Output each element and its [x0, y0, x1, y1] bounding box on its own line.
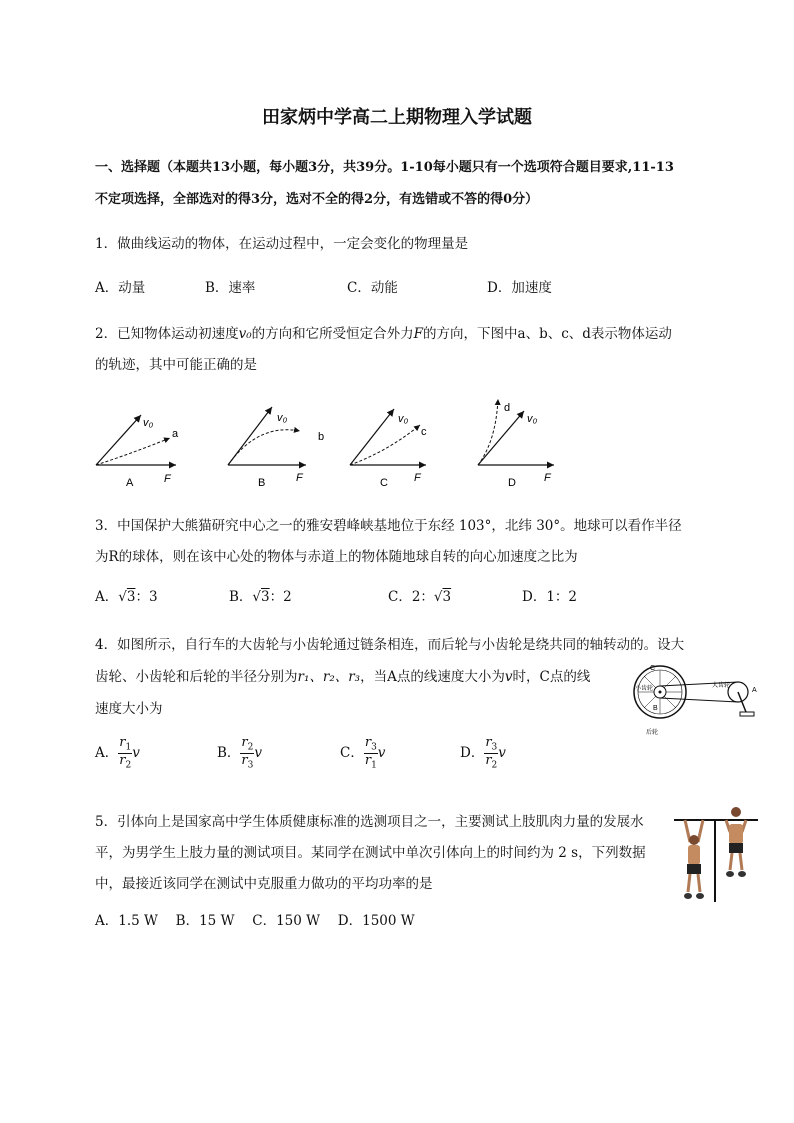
q4-v: v	[504, 669, 513, 685]
fraction: $\frac{r_1}{r_2}$	[119, 735, 132, 771]
q1-option-c: C．动能	[347, 280, 398, 296]
page-title: 田家炳中学高二上期物理入学试题	[262, 107, 532, 128]
chain-bottom	[660, 698, 738, 702]
v-symbol: v	[132, 745, 140, 762]
section-heading-line2: 不定项选择，全部选对的得3分，选对不全的得2分，有选错或不答的得0分）	[95, 192, 539, 207]
q1-option-a: A．动量	[95, 280, 146, 296]
q1-option-b: B．速率	[205, 280, 256, 296]
pull-up-figure	[672, 802, 762, 904]
path-label: c	[421, 426, 427, 438]
sqrt: √3	[118, 589, 136, 605]
q2-figure-c	[350, 409, 427, 489]
fraction: $\frac{r_3}{r_1}$	[364, 735, 377, 771]
big-gear-label: 大齿轮	[712, 683, 731, 689]
opt-prefix: B．	[229, 589, 253, 605]
q4-option-b	[217, 736, 262, 771]
F-label: F	[296, 472, 303, 484]
figure-label: B	[258, 477, 266, 489]
trajectory	[228, 430, 300, 465]
radicand: 3	[126, 589, 136, 605]
q4-text: 齿轮、小齿轮和后轮的半径分别为	[95, 669, 298, 685]
trajectory	[478, 399, 498, 465]
v-symbol: v	[377, 745, 386, 762]
q4-option-c	[340, 736, 385, 771]
section-heading-line1: 一、选择题（本题共13小题，每小题3分，共39分。1-10每小题只有一个选项符合题目要求,11-13	[95, 160, 674, 175]
v0-label: v₀	[398, 413, 409, 425]
q5-options: A．1.5 W B．15 W C．150 W D．1500 W	[95, 913, 415, 929]
point-a-label: A	[752, 687, 757, 694]
q2-figure	[88, 393, 568, 493]
v0-label: v₀	[527, 413, 538, 425]
figure-label: A	[126, 477, 134, 489]
q2-v0: v₀	[238, 326, 252, 342]
denominator-index: 1	[371, 760, 377, 771]
trajectory	[350, 425, 420, 465]
pulled-up-person	[726, 807, 746, 877]
q4-radii: r₁、r₂、r₃	[297, 669, 361, 685]
q2-figure-d	[478, 399, 554, 489]
opt-prefix: A．	[95, 745, 119, 762]
radicand: 3	[442, 589, 452, 605]
q3-option-d: D．1：2	[522, 589, 578, 605]
q4-stem-line1: 4．如图所示，自行车的大齿轮与小齿轮通过链条相连，而后轮与小齿轮是绕共同的轴转动的。设大	[95, 637, 685, 653]
velocity-arrow	[478, 411, 524, 465]
q4-stem-line3: 速度大小为	[95, 701, 163, 717]
trajectory	[96, 438, 170, 465]
bicycle-gear-figure	[628, 660, 763, 738]
q2-F: F	[413, 326, 424, 342]
q2-text: 2．已知物体运动初速度	[95, 326, 239, 342]
q1-stem: 1．做曲线运动的物体，在运动过程中，一定会变化的物理量是	[95, 236, 469, 252]
hanging-person	[684, 820, 704, 899]
pedal	[740, 712, 754, 716]
q2-stem-line2: 的轨迹，其中可能正确的是	[95, 357, 257, 373]
v0-label: v₀	[277, 412, 288, 424]
q4-text: 时，C点的线	[512, 669, 591, 685]
numerator-index: 2	[247, 742, 254, 753]
q2-text: 的方向，下图中a、b、c、d表示物体运动	[423, 326, 672, 342]
denominator-index: 2	[491, 760, 498, 771]
velocity-arrow	[96, 415, 141, 465]
q1-option-d: D．加速度	[487, 280, 552, 296]
q4-option-d	[460, 736, 506, 771]
numerator-index: 3	[491, 742, 498, 753]
numerator-index: 1	[125, 742, 132, 753]
opt-prefix: D．	[460, 745, 485, 762]
path-label: b	[318, 431, 325, 443]
q2-text: 的方向和它所受恒定合外力	[251, 326, 414, 342]
q2-figure-b	[228, 407, 324, 489]
v0-label: v₀	[143, 417, 154, 429]
fraction: $\frac{r_2}{r_3}$	[241, 735, 254, 771]
denominator-index: 3	[247, 760, 254, 771]
q3-option-a	[95, 585, 158, 605]
sqrt: √3	[252, 589, 270, 605]
denominator-index: 2	[125, 760, 132, 771]
q4-stem-line2	[95, 665, 590, 685]
opt-prefix: A．	[95, 589, 119, 605]
q4-option-a	[95, 736, 140, 771]
numerator-index: 3	[371, 742, 377, 753]
path-label: a	[172, 428, 179, 440]
q3-option-c	[388, 585, 451, 605]
figure-label: D	[508, 477, 516, 489]
small-gear-label: 小齿轮	[635, 686, 654, 692]
point-b-label: B	[653, 705, 658, 712]
v-symbol: v	[254, 745, 263, 762]
F-label: F	[414, 472, 421, 484]
q5-stem-line2: 平，为男学生上肢力量的测试项目。某同学在测试中单次引体向上的时间约为 2 s，下列数据	[95, 845, 646, 861]
v-symbol: v	[498, 745, 506, 762]
q5-stem-line3: 中，最接近该同学在测试中克服重力做功的平均功率的是	[95, 876, 433, 892]
point-c-label: C	[650, 665, 656, 672]
q4-text: ，当A点的线速度大小为	[360, 669, 505, 685]
radicand: 3	[261, 589, 270, 605]
opt-prefix: C．	[340, 745, 364, 762]
q2-figure-a	[96, 415, 179, 489]
q3-stem-line1: 3．中国保护大熊猫研究中心之一的雅安碧峰峡基地位于东经 103°，北纬 30°。地球可以看作半径	[95, 518, 682, 534]
q5-stem-line1: 5．引体向上是国家高中学生体质健康标准的选测项目之一，主要测试上肢肌肉力量的发展水	[95, 814, 644, 830]
velocity-arrow	[350, 409, 394, 465]
opt-prefix: B．	[217, 745, 241, 762]
figure-label: C	[380, 477, 388, 489]
path-label: d	[504, 402, 511, 414]
q3-option-b	[229, 585, 292, 605]
rear-wheel-label: 后轮	[646, 730, 659, 736]
fraction: $\frac{r_3}{r_2}$	[485, 735, 498, 771]
F-label: F	[164, 473, 171, 485]
opt-prefix: C．2：	[388, 589, 434, 605]
sqrt: √3	[433, 589, 452, 605]
opt-suffix: ：3	[135, 589, 158, 605]
q3-stem-line2: 为R的球体，则在该中心处的物体与赤道上的物体随地球自转的向心加速度之比为	[95, 549, 578, 565]
q2-stem-line1	[95, 322, 672, 342]
F-label: F	[544, 472, 551, 484]
opt-suffix: ：2	[269, 589, 292, 605]
